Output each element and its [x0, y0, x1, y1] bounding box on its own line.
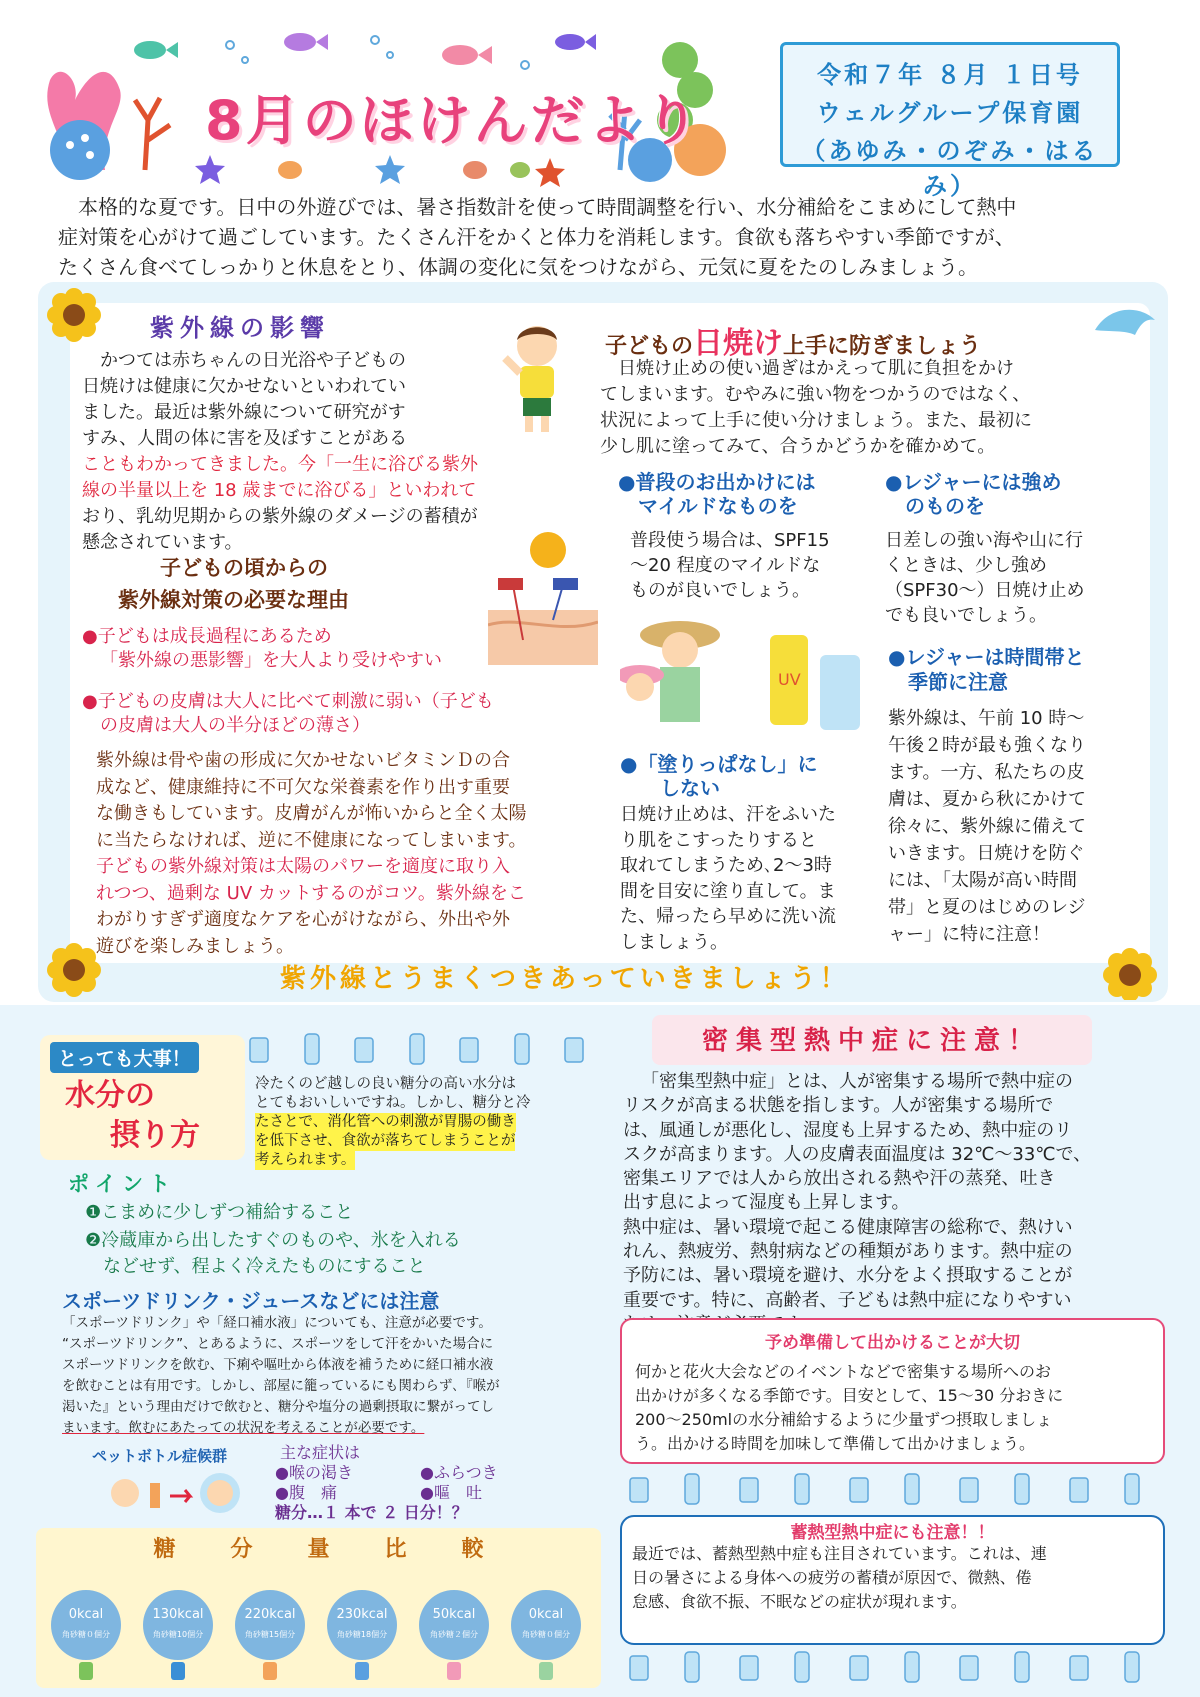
- drink-cup-icon-row: [245, 1030, 595, 1070]
- text-line: すみ、人間の体に害を及ぼすことがある: [82, 428, 408, 449]
- text-line: 間を目安に塗り直して。ま: [620, 880, 836, 902]
- why-bullet-growth: [82, 625, 442, 673]
- newsletter-title: 8月のほけんだより: [205, 89, 702, 152]
- text-line: ●レジャーには強め: [885, 470, 1062, 494]
- preparation-heading: 予め準備して出かけることが大切: [765, 1333, 1020, 1353]
- issue-info-box: [780, 42, 1120, 200]
- sugar-bottle-item: [138, 1590, 218, 1684]
- text-line: 線の半量以上を 18 歳までに浴びる」といわれて: [82, 480, 477, 501]
- text-line: しましょう。: [620, 931, 728, 953]
- text-line: 日の暑さによる身体への疲労の蓄積が原因で、微熱、倦: [632, 1568, 1032, 1587]
- text-line: ●レジャーは時間帯と: [888, 645, 1085, 669]
- sunflower-icon: [44, 285, 104, 345]
- text-line: 季節に注意: [888, 670, 1008, 694]
- sugar-bottle-item: [506, 1590, 586, 1684]
- text-line: “スポーツドリンク”、とあるように、スポーツをして汗をかいた場合に: [62, 1336, 494, 1352]
- text-line: 冷たくのど越しの良い糖分の高い水分は: [255, 1076, 516, 1092]
- text-line: れん、熱疲労、熱射病などの種類があります。熱中症の: [623, 1241, 1073, 1263]
- text-line: （SPF30～）日焼け止め: [885, 580, 1085, 601]
- text-line: おり、乳幼児期からの紫外線のダメージの蓄積が: [82, 506, 478, 527]
- point-item-1: ❶こまめに少しずつ補給すること: [85, 1202, 354, 1223]
- uv-skin-diagram: [488, 530, 598, 670]
- svg-text:UV: UV: [778, 670, 801, 689]
- text-line: 出す息によって湿度も上昇します。: [623, 1192, 910, 1214]
- text-line: わがりすぎず適度なケアを心がけながら、外出や外: [96, 909, 510, 930]
- text-line: 熱中症は、暑い環境で起こる健康障害の総称で、熱けい: [623, 1216, 1073, 1238]
- text-line: 帯」と夏のはじめのレジ: [888, 897, 1086, 918]
- text-line: 少し肌に塗ってみて、合うかどうかを確かめて。: [600, 436, 996, 457]
- sugar-bottle-item: [322, 1590, 402, 1684]
- text-line: くときは、少し強め: [885, 555, 1047, 576]
- text-line: の皮膚は大人の半分ほどの薄さ）: [100, 715, 370, 736]
- sugar-bottle-item: [46, 1590, 126, 1684]
- text-line: 取れてしまうため､2～3時: [620, 855, 832, 876]
- bottle-icon: [255, 1660, 285, 1680]
- text-line: ものが良いでしょう。: [630, 580, 810, 601]
- text-line: 日差しの強い海や山に行: [885, 530, 1083, 551]
- dolphin-icon: [1090, 300, 1160, 345]
- starfish-icon: [195, 155, 565, 187]
- text-line: 200～250mlの水分補給するように少量ずつ摂取しましょ: [635, 1410, 1053, 1429]
- symptom-stomachache: ●腹 痛: [275, 1483, 337, 1502]
- sugar-comparison-heading: 糖分量比較: [153, 1537, 539, 1562]
- text-line: ●子どもは成長過程にあるため: [82, 626, 332, 647]
- kcal-badge: [235, 1590, 305, 1660]
- text-line: たさとで、消化管への刺激が胃腸の働き: [255, 1114, 516, 1130]
- text-line: ●「塗りっぱなし」に: [620, 752, 818, 776]
- pet-bottle-syndrome-heading: ペットボトル症候群: [92, 1447, 228, 1465]
- text-line: 遊びを楽しみましょう。: [96, 935, 294, 957]
- sunburn-heading-big: 日焼け: [693, 326, 784, 361]
- intro-line: 本格的な夏です。日中の外遊びでは、暑さ指数計を使って時間調整を行い、水分補給をこまめにして熱中: [78, 195, 1017, 219]
- text-line: り肌をこすったりすると: [620, 829, 817, 851]
- kcal-badge: [143, 1590, 213, 1660]
- heat-accumulation-heading: 蓄熱型熱中症にも注意！！: [790, 1523, 995, 1543]
- bottle-icon: [531, 1660, 561, 1680]
- intro-line: 症対策を心がけて過ごしています。たくさん汗をかくと体力を消耗します。食欲も落ちやすい季節ですが、: [58, 225, 1015, 249]
- text-line: しない: [620, 776, 720, 800]
- text-line: には、「太陽が高い時間: [888, 870, 1077, 891]
- text-line: ●子どもの皮膚は大人に比べて刺激に弱い（子ども: [82, 691, 494, 712]
- text-line: のものを: [885, 494, 985, 518]
- kcal-badge: [511, 1590, 581, 1660]
- sunburn-heading-post: 上手に防ぎましょう: [783, 334, 982, 359]
- sunflower-icon: [44, 940, 104, 1000]
- time-season-paragraph: [888, 705, 1086, 948]
- intro-line: たくさん食べてしっかりと休息をとり、体調の変化に気をつけながら、元気に夏をたのしみましょう。: [58, 255, 978, 279]
- why-heading-line1: 子どもの頃からの: [160, 556, 328, 580]
- text-line: ❷冷蔵庫から出したすぐのものや、氷を入れる: [85, 1230, 461, 1251]
- text-line: は、風通しが悪化し、湿度も上昇するため、熱中症のリ: [623, 1119, 1073, 1141]
- text-line: 重要です。特に、高齢者、子どもは熱中症になりやすい: [623, 1289, 1072, 1311]
- text-line: 日焼けは健康に欠かせないといわれてい: [82, 376, 406, 397]
- drink-cup-icon-row: [625, 1650, 1165, 1688]
- text-line: 考えられます。: [255, 1152, 356, 1168]
- text-line: 「スポーツドリンク」や「経口補水液」についても、注意が必要です。: [62, 1315, 492, 1331]
- sugar-cube-note: 角砂糖０個分: [522, 1630, 570, 1639]
- sugar-cube-note: 角砂糖10個分: [152, 1630, 204, 1639]
- text-line: 最近では、蓄熱型熱中症も注目されています。これは、連: [632, 1544, 1047, 1563]
- sugar-cube-note: 角砂糖０個分: [62, 1630, 110, 1639]
- text-line: スポーツドリンクを飲む、下痢や嘔吐から体液を補うために経口補水液: [62, 1357, 494, 1373]
- fish-icon: [134, 33, 596, 65]
- point-item-2: [85, 1228, 461, 1280]
- leisure-heading: [885, 470, 1062, 518]
- text-line: かつては赤ちゃんの日光浴や子どもの: [100, 350, 406, 371]
- text-line: とてもおいしいですね。しかし、糖分と冷: [255, 1095, 531, 1111]
- text-line: ●普段のお出かけには: [618, 470, 816, 494]
- mild-paragraph: [630, 528, 830, 603]
- text-line: マイルドなものを: [618, 494, 798, 518]
- water-paragraph: [255, 1075, 585, 1170]
- sunburn-heading-pre: 子どもの: [605, 334, 694, 359]
- bottle-icon: [439, 1660, 469, 1680]
- bottle-icon: [163, 1660, 193, 1680]
- uv-effect-paragraph: [82, 348, 522, 556]
- uv-effect-heading: 紫外線の影響: [150, 314, 330, 342]
- sunscreen-illustration: [620, 605, 870, 745]
- text-line: てしまいます。むやみに強い物をつかうのではなく、: [600, 384, 1031, 405]
- text-line: を低下させ、食欲が落ちてしまうことが: [255, 1133, 516, 1149]
- text-line: 紫外線は骨や歯の形成に欠かせないビタミンＤの合: [96, 750, 510, 771]
- sugar-cube-note: 角砂糖15個分: [244, 1630, 296, 1639]
- kcal-value: 220kcal: [244, 1607, 296, 1622]
- point-heading: ポイント: [68, 1172, 176, 1196]
- text-line: れつつ、過剰な UV カットするのがコツ。紫外線をこ: [96, 882, 526, 904]
- mild-heading: [618, 470, 815, 518]
- leisure-paragraph: [885, 528, 1085, 628]
- drink-cup-icon-row: [625, 1472, 1165, 1510]
- organization-name: ウェルグループ保育園: [816, 99, 1084, 127]
- time-season-heading: [888, 645, 1085, 695]
- why-bullet-skin: [82, 690, 494, 738]
- reapply-heading: [620, 752, 817, 800]
- text-line: ました。最近は紫外線について研究がす: [82, 402, 406, 423]
- sports-drink-heading: スポーツドリンク・ジュースなどには注意: [62, 1289, 440, 1313]
- text-line: を飲むことは有用です。しかし、部屋に籠っているにも関わらず､『喉が: [62, 1378, 500, 1394]
- text-line: ～20 程度のマイルドな: [630, 555, 821, 576]
- symptom-dizziness: ●ふらつき: [420, 1463, 498, 1482]
- water-title-line1: 水分の: [65, 1078, 155, 1113]
- text-line: ます。一方、私たちの皮: [888, 762, 1085, 783]
- heat-accumulation-paragraph: [632, 1542, 1157, 1614]
- symptom-thirst: ●喉の渇き: [275, 1463, 353, 1482]
- text-line: 成など、健康維持に不可欠な栄養素を作り出す重要: [96, 776, 510, 798]
- symptom-vomiting: ●嘔 吐: [420, 1483, 482, 1502]
- text-line: 状況によって上手に使い分けましょう。また、最初に: [600, 410, 1032, 431]
- intro-paragraph: [58, 192, 1158, 282]
- sugar-cube-note: 角砂糖18個分: [336, 1630, 388, 1639]
- why-paragraph: [96, 748, 596, 960]
- text-line: でも良いでしょう。: [885, 605, 1047, 626]
- text-line: に当たらなければ、逆に不健康になってしまいます。: [96, 829, 527, 851]
- text-line: 日焼け止めは、汗をふいた: [620, 804, 836, 825]
- sunflower-icon: [1100, 945, 1160, 1000]
- sunburn-paragraph: [600, 356, 1145, 460]
- kcal-badge: [419, 1590, 489, 1660]
- sugar-cube-note: 角砂糖２個分: [430, 1630, 478, 1639]
- text-line: 日焼け止めの使い過ぎはかえって肌に負担をかけ: [618, 358, 1014, 379]
- text-line: う。出かける時間を加味して準備して出かけましょう。: [635, 1434, 1036, 1453]
- text-line: 予防には、暑い環境を避け、水分をよく摂取することが: [623, 1265, 1073, 1287]
- sports-drink-paragraph: [62, 1313, 582, 1439]
- text-line: 普段使う場合は、SPF15: [630, 530, 830, 551]
- kcal-badge: [327, 1590, 397, 1660]
- kcal-value: 50kcal: [432, 1607, 476, 1622]
- text-line: 懸念されています。: [82, 532, 243, 553]
- why-heading-line2: 紫外線対策の必要な理由: [118, 588, 349, 612]
- bottle-icon: [347, 1660, 377, 1680]
- uv-slogan: 紫外線とうまくつきあっていきましょう！: [280, 964, 850, 994]
- text-line: 出かけが多くなる季節です。目安として、15～30 分おきに: [635, 1386, 1064, 1405]
- text-line: 午後２時が最も強くなり: [888, 735, 1086, 756]
- coral-icon: [47, 72, 170, 180]
- text-line: スクが高まります。人の皮膚表面温度は 32℃～33℃で、: [623, 1143, 1092, 1165]
- text-line: な働きもしています。皮膚がんが怖いからと全く太陽: [96, 803, 527, 824]
- text-line: ャー」に特に注意！: [888, 924, 1050, 945]
- text-line: リスクが高まる状態を指します。人が密集する場所で: [623, 1095, 1054, 1117]
- shell-icon: [278, 161, 530, 179]
- text-line: 子どもの紫外線対策は太陽のパワーを適度に取り入: [96, 856, 510, 877]
- kcal-value: 230kcal: [336, 1607, 388, 1622]
- sugar-warning: 糖分…１ 本で ２ 日分！？: [275, 1503, 468, 1522]
- text-line: 渇いた』という理由だけで飲むと、糖分や塩分の過剰摂取に繋がってし: [62, 1399, 494, 1415]
- text-line: いきます。日焼けを防ぐ: [888, 843, 1085, 864]
- water-tag: とっても大事！: [50, 1042, 199, 1073]
- reapply-paragraph: [620, 802, 836, 955]
- symptoms-heading: 主な症状は: [280, 1443, 361, 1462]
- text-line: 怠感、食欲不振、不眠などの症状が現れます。: [632, 1592, 967, 1611]
- kcal-value: 130kcal: [152, 1607, 204, 1622]
- crowd-paragraph: [623, 1070, 1163, 1337]
- text-line: 密集エリアでは人から放出される熱や汗の蒸発、吐き: [623, 1168, 1056, 1190]
- text-line: た、帰ったら早めに洗い流: [620, 906, 836, 927]
- syndrome-illustration: [95, 1468, 255, 1523]
- text-line: などせず、程よく冷えたものにすること: [85, 1256, 426, 1277]
- text-line: 「紫外線の悪影響」を大人より受けやすい: [100, 650, 442, 671]
- kcal-badge: [51, 1590, 121, 1660]
- kcal-value: 0kcal: [528, 1607, 564, 1622]
- text-line: 徐々に、紫外線に備えて: [888, 816, 1086, 837]
- boy-illustration: [495, 318, 580, 438]
- water-title-line2: 摂り方: [110, 1118, 200, 1153]
- bottle-icon: [71, 1660, 101, 1680]
- kcal-value: 0kcal: [68, 1607, 104, 1622]
- sugar-bottle-item: [414, 1590, 494, 1684]
- text-line: 何かと花火大会などのイベントなどで密集する場所へのお: [635, 1362, 1052, 1381]
- sugar-bottle-item: [230, 1590, 310, 1684]
- text-line: 「密集型熱中症」とは、人が密集する場所で熱中症の: [641, 1071, 1073, 1092]
- text-line: こともわかってきました。今「一生に浴びる紫外: [82, 454, 478, 475]
- issue-date: 令和７年 ８月 １日号: [817, 61, 1083, 89]
- crowd-heatstroke-heading: 密集型熱中症に注意！: [701, 1026, 1042, 1056]
- text-line: 紫外線は、午前 10 時～: [888, 708, 1085, 729]
- school-names: （あゆみ・のぞみ・はるみ）: [801, 137, 1099, 200]
- preparation-paragraph: [635, 1360, 1155, 1456]
- text-line: 膚は、夏から秋にかけて: [888, 789, 1086, 810]
- text-line: まいます。飲むにあたっての状況を考えることが必要です。: [62, 1420, 425, 1436]
